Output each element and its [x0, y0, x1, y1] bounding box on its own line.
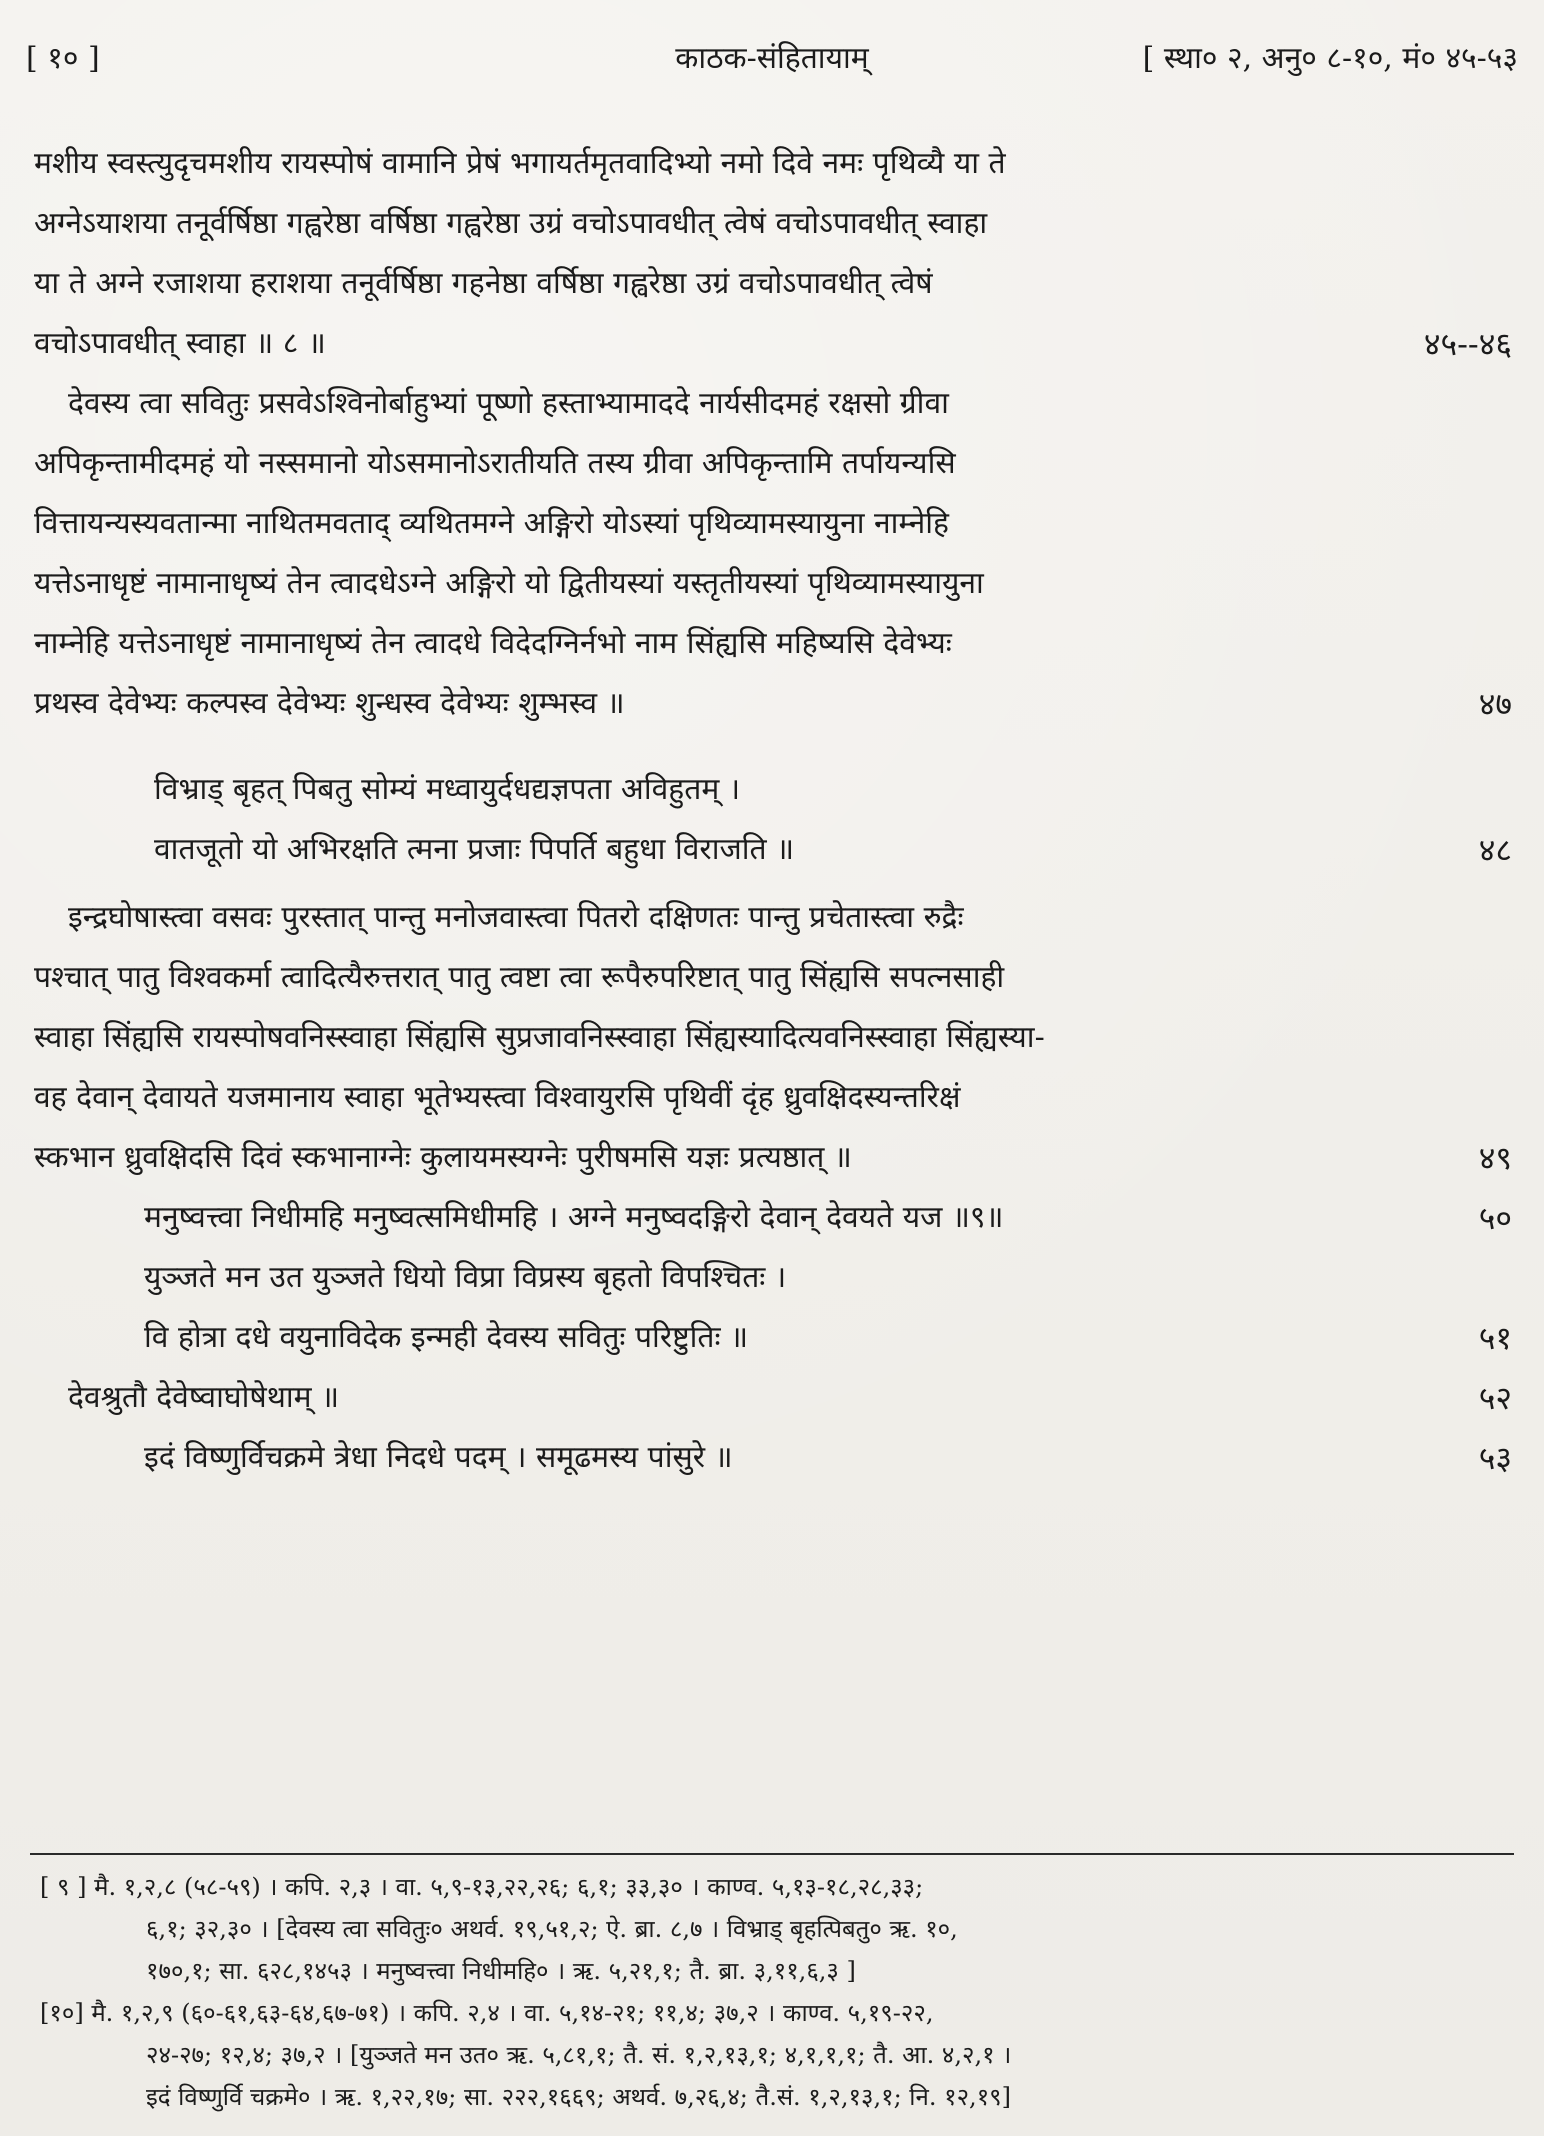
footnotes [40, 1866, 1510, 2118]
page-number: [ १० ] [26, 41, 100, 76]
footnote-line: ६,१; ३२,३० । [देवस्य त्वा सवितुः० अथर्व. १९,५१,२; ऐ. ब्रा. ८,७ । विभ्राड् बृहत्पिबतु० ऋ. १०, [146, 1915, 958, 1943]
verse-line: विभ्राड् बृहत् पिबतु सोम्यं मध्वायुर्दधद्यज्ञपता अविहुतम् । [154, 772, 741, 807]
verse-line: मशीय स्वस्त्युदृचमशीय रायस्पोषं वामानि प्रेषं भगायर्तमृतवादिभ्यो नमो दिवे नमः पृथिव्यै या ते [34, 146, 1006, 181]
verse-line: प्रथस्व देवेभ्यः कल्पस्व देवेभ्यः शुन्धस्व देवेभ्यः शुम्भस्व ॥ ४७ [34, 674, 1512, 734]
verse-line: देवश्रुतौ देवेष्वाघोषेथाम् ॥ ५२ [34, 1368, 1512, 1428]
verse-block [34, 134, 1512, 1488]
verse-line: वह देवान् देवायते यजमानाय स्वाहा भूतेभ्यस्त्वा विश्वायुरसि पृथिवीं दृंह ध्रुवक्षिदस्यन्तरिक्षं [34, 1080, 961, 1115]
verse-line: इदं विष्णुर्विचक्रमे त्रेधा निदधे पदम् । समूढमस्य पांसुरे ॥ ५३ [34, 1428, 1512, 1488]
footnote-line: [१०] मै. १,२,९ (६०-६१,६३-६४,६७-७१) । कपि. २,४ । वा. ५,१४-२१; ११,४; ३७,२ । काण्व. ५,१९-२२, [40, 1999, 934, 2027]
verse-line: युञ्जते मन उत युञ्जते धियो विप्रा विप्रस्य बृहतो विपश्चितः । [144, 1260, 787, 1295]
verse-line: या ते अग्ने रजाशया हराशया तनूर्वर्षिष्ठा गहनेष्ठा वर्षिष्ठा गह्वरेष्ठा उग्रं वचोऽपावधीत् त्वेषं [34, 266, 933, 301]
footnote-line: २४-२७; १२,४; ३७,२ । [युञ्जते मन उत० ऋ. ५,८१,१; तै. सं. १,२,१३,१; ४,१,१,१; तै. आ. ४,२,१ । [146, 2041, 1012, 2069]
mantra-number: ५२ [1478, 1379, 1512, 1417]
verse-line: वातजूतो यो अभिरक्षति त्मना प्रजाः पिपर्ति बहुधा विराजति ॥ ४८ [34, 820, 1512, 880]
verse-line: देवस्य त्वा सवितुः प्रसवेऽश्विनोर्बाहुभ्यां पूष्णो हस्ताभ्यामाददे नार्यसीदमहं रक्षसो ग्रीवा [68, 386, 949, 421]
verse-line: यत्तेऽनाधृष्टं नामानाधृष्यं तेन त्वादधेऽग्ने अङ्गिरो यो द्वितीयस्यां यस्तृतीयस्यां पृथिव्यामस्यायुना [34, 566, 984, 601]
mantra-number: ५१ [1478, 1319, 1512, 1357]
verse-line: मनुष्वत्त्वा निधीमहि मनुष्वत्समिधीमहि । अग्ने मनुष्वदङ्गिरो देवान् देवयते यज ॥९॥ ५० [34, 1188, 1512, 1248]
footnote-line: १७०,१; सा. ६२८,१४५३ । मनुष्वत्त्वा निधीमहि० । ऋ. ५,२१,१; तै. ब्रा. ३,११,६,३ ] [146, 1957, 856, 1985]
verse-line: पश्चात् पातु विश्वकर्मा त्वादित्यैरुत्तरात् पातु त्वष्टा त्वा रूपैरुपरिष्टात् पातु सिंह्यसि सपत्नसाही [34, 960, 1005, 995]
section-reference: [ स्था० २, अनु० ८-१०, मं० ४५-५३ [1142, 41, 1518, 76]
verse-line: नाम्नेहि यत्तेऽनाधृष्टं नामानाधृष्यं तेन त्वादधे विदेदग्निर्नभो नाम सिंह्यसि महिष्यसि देवेभ्यः [34, 626, 952, 661]
mantra-number: ४९ [1478, 1139, 1512, 1177]
verse-line: वि होत्रा दधे वयुनाविदेक इन्मही देवस्य सवितुः परिष्टुतिः ॥ ५१ [34, 1308, 1512, 1368]
footnote-divider [30, 1853, 1514, 1855]
mantra-number: ४५--४६ [1423, 325, 1512, 363]
verse-line: इन्द्रघोषास्त्वा वसवः पुरस्तात् पान्तु मनोजवास्त्वा पितरो दक्षिणतः पान्तु प्रचेतास्त्वा रुद्रैः [68, 900, 964, 935]
footnote-line: [ ९ ] मै. १,२,८ (५८-५९) । कपि. २,३ । वा. ५,९-१३,२२,२६; ६,१; ३३,३० । काण्व. ५,१३-१८,२८,३३; [40, 1873, 924, 1901]
mantra-number: ५० [1478, 1199, 1512, 1237]
running-header [26, 30, 1518, 90]
verse-line: अग्नेऽयाशया तनूर्वर्षिष्ठा गह्वरेष्ठा वर्षिष्ठा गह्वरेष्ठा उग्रं वचोऽपावधीत् त्वेषं वचोऽपावधीत् स्वाहा [34, 206, 988, 241]
mantra-number: ५३ [1478, 1439, 1512, 1477]
verse-line: स्कभान ध्रुवक्षिदसि दिवं स्कभानाग्नेः कुलायमस्यग्नेः पुरीषमसि यज्ञः प्रत्यष्ठात् ॥ ४९ [34, 1128, 1512, 1188]
verse-line: अपिकृन्तामीदमहं यो नस्समानो योऽसमानोऽरातीयति तस्य ग्रीवा अपिकृन्तामि तर्पायन्यसि [34, 446, 956, 481]
verse-line: स्वाहा सिंह्यसि रायस्पोषवनिस्स्वाहा सिंह्यसि सुप्रजावनिस्स्वाहा सिंह्यस्यादित्यवनिस्स्वाहा सिंह्यस्या- [34, 1020, 1045, 1055]
mantra-number: ४८ [1478, 831, 1512, 869]
mantra-number: ४७ [1478, 685, 1512, 723]
verse-line: वित्तायन्यस्यवतान्मा नाथितमवताद् व्यथितमग्ने अङ्गिरो योऽस्यां पृथिव्यामस्यायुना नाम्नेहि [34, 506, 949, 541]
verse-line: वचोऽपावधीत् स्वाहा ॥ ८ ॥ ४५--४६ [34, 314, 1512, 374]
running-title: काठक-संहितायाम् [675, 41, 869, 76]
footnote-line: इदं विष्णुर्वि चक्रमे० । ऋ. १,२२,१७; सा. २२२,१६६९; अथर्व. ७,२६,४; तै.सं. १,२,१३,१; नि. १२,१९] [146, 2083, 1012, 2111]
